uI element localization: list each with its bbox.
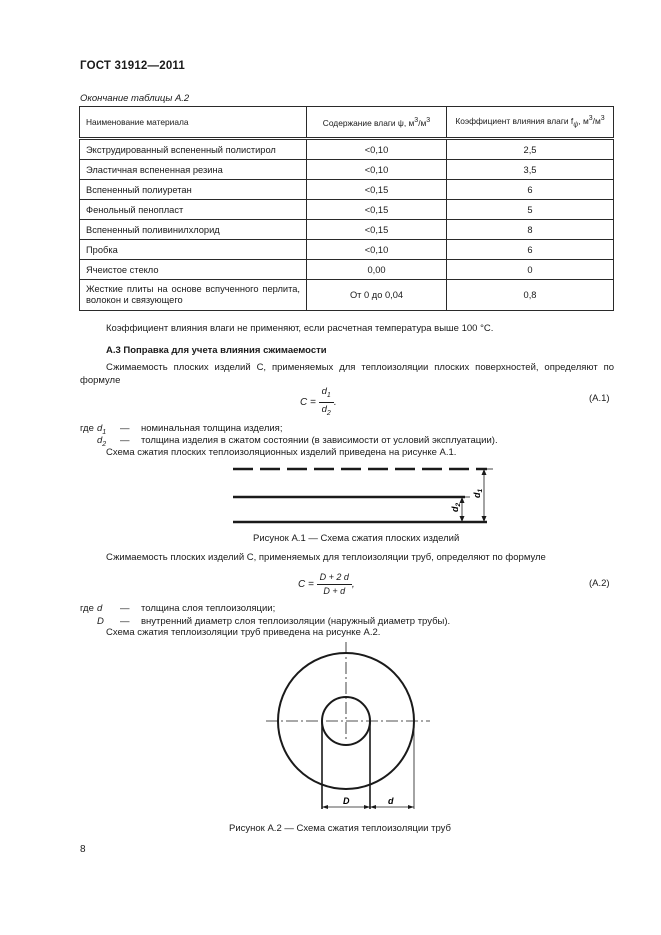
cell-material: Вспененный поливинилхлорид xyxy=(80,220,307,240)
document-code: ГОСТ 31912—2011 xyxy=(80,60,185,72)
table-row xyxy=(80,220,614,240)
table-row xyxy=(80,260,614,280)
figure-a2-caption: Рисунок А.2 — Схема сжатия теплоизоляции труб xyxy=(229,823,451,834)
cell-moisture: 0,00 xyxy=(307,260,447,280)
cell-coefficient: 8 xyxy=(447,220,614,240)
figure-a1-diagram xyxy=(225,460,505,528)
paragraph-fig1-ref: Схема сжатия плоских теплоизоляционных изделий приведена на рисунке А.1. xyxy=(106,447,457,458)
table-caption: Окончание таблицы А.2 xyxy=(80,93,190,104)
cell-material: Эластичная вспененная резина xyxy=(80,160,307,180)
cell-coefficient: 5 xyxy=(447,200,614,220)
equation-a2-number: (А.2) xyxy=(589,578,610,589)
symbol-d2: $d_2$ xyxy=(97,435,107,448)
figure-a1-caption: Рисунок А.1 — Схема сжатия плоских изделий xyxy=(253,533,460,544)
cell-material: Вспененный полиуретан xyxy=(80,180,307,200)
cell-coefficient: 0 xyxy=(447,260,614,280)
dash-d2: — xyxy=(120,435,130,446)
label-d: d xyxy=(388,796,394,806)
table-row xyxy=(80,200,614,220)
paragraph-fig2-ref: Схема сжатия теплоизоляции труб приведена на рисунке А.2. xyxy=(106,627,381,638)
equation-a1-number: (А.1) xyxy=(589,393,610,404)
cell-material: Экструдированный вспененный полистирол xyxy=(80,139,307,160)
table-row xyxy=(80,180,614,200)
cell-moisture: <0,10 xyxy=(307,240,447,260)
cell-moisture: <0,15 xyxy=(307,180,447,200)
cell-coefficient: 3,5 xyxy=(447,160,614,180)
definition-d1: номинальная толщина изделия; xyxy=(141,423,283,434)
header-coefficient: Коэффициент влияния влаги $f_\psi$, $м^3/м^3$ xyxy=(447,107,614,139)
symbol-d1: $d_1$ xyxy=(97,423,107,436)
table-row xyxy=(80,280,614,311)
symbol-d: d xyxy=(97,603,103,614)
label-d1: $d_1$ xyxy=(472,488,484,498)
where-label-2: где xyxy=(80,603,94,614)
paragraph-compressibility-flat: Сжимаемость плоских изделий C, применяемых для теплоизоляции плоских поверхностей, определяют по формуле xyxy=(80,362,614,386)
page-number: 8 xyxy=(80,844,86,855)
dash-d: — xyxy=(120,603,130,614)
note-text: Коэффициент влияния влаги не применяют, если расчетная температура выше 100 °С. xyxy=(106,323,494,334)
definition-d2: толщина изделия в сжатом состоянии (в зависимости от условий эксплуатации). xyxy=(141,435,498,446)
symbol-D: D xyxy=(97,616,104,627)
paragraph-compressibility-pipes: Сжимаемость плоских изделий C, применяемых для теплоизоляции труб, определяют по формуле xyxy=(106,552,546,563)
cell-material: Жесткие плиты на основе вспученного перлита, волокон и связующего xyxy=(80,280,307,311)
cell-material: Фенольный пенопласт xyxy=(80,200,307,220)
cell-moisture: <0,15 xyxy=(307,220,447,240)
cell-moisture: <0,15 xyxy=(307,200,447,220)
cell-coefficient: 2,5 xyxy=(447,139,614,160)
cell-material: Пробка xyxy=(80,240,307,260)
table-row xyxy=(80,139,614,160)
section-title: А.3 Поправка для учета влияния сжимаемости xyxy=(106,345,327,356)
equation-a2: C = $\frac{D + 2 d}{D + d}$ , xyxy=(298,572,355,596)
table-row xyxy=(80,240,614,260)
cell-material: Ячеистое стекло xyxy=(80,260,307,280)
cell-coefficient: 6 xyxy=(447,240,614,260)
header-material: Наименование материала xyxy=(80,107,307,139)
cell-coefficient: 0,8 xyxy=(447,280,614,311)
dash-d1: — xyxy=(120,423,130,434)
cell-coefficient: 6 xyxy=(447,180,614,200)
definition-d: толщина слоя теплоизоляции; xyxy=(141,603,276,614)
label-d2: $d_2$ xyxy=(450,502,462,512)
equation-a1: C = $\frac{d_1}{d_2}$ . xyxy=(300,386,337,417)
figure-a2-diagram xyxy=(260,637,440,817)
header-moisture: Содержание влаги ψ, $м^3/м^3$ xyxy=(307,107,447,139)
label-D: D xyxy=(343,796,350,806)
table-header-row xyxy=(80,107,614,139)
table-row xyxy=(80,160,614,180)
cell-moisture: От 0 до 0,04 xyxy=(307,280,447,311)
cell-moisture: <0,10 xyxy=(307,160,447,180)
materials-table xyxy=(79,106,614,311)
where-label-1: где xyxy=(80,423,94,434)
dash-D: — xyxy=(120,616,130,627)
definition-D: внутренний диаметр слоя теплоизоляции (наружный диаметр трубы). xyxy=(141,616,451,627)
cell-moisture: <0,10 xyxy=(307,139,447,160)
